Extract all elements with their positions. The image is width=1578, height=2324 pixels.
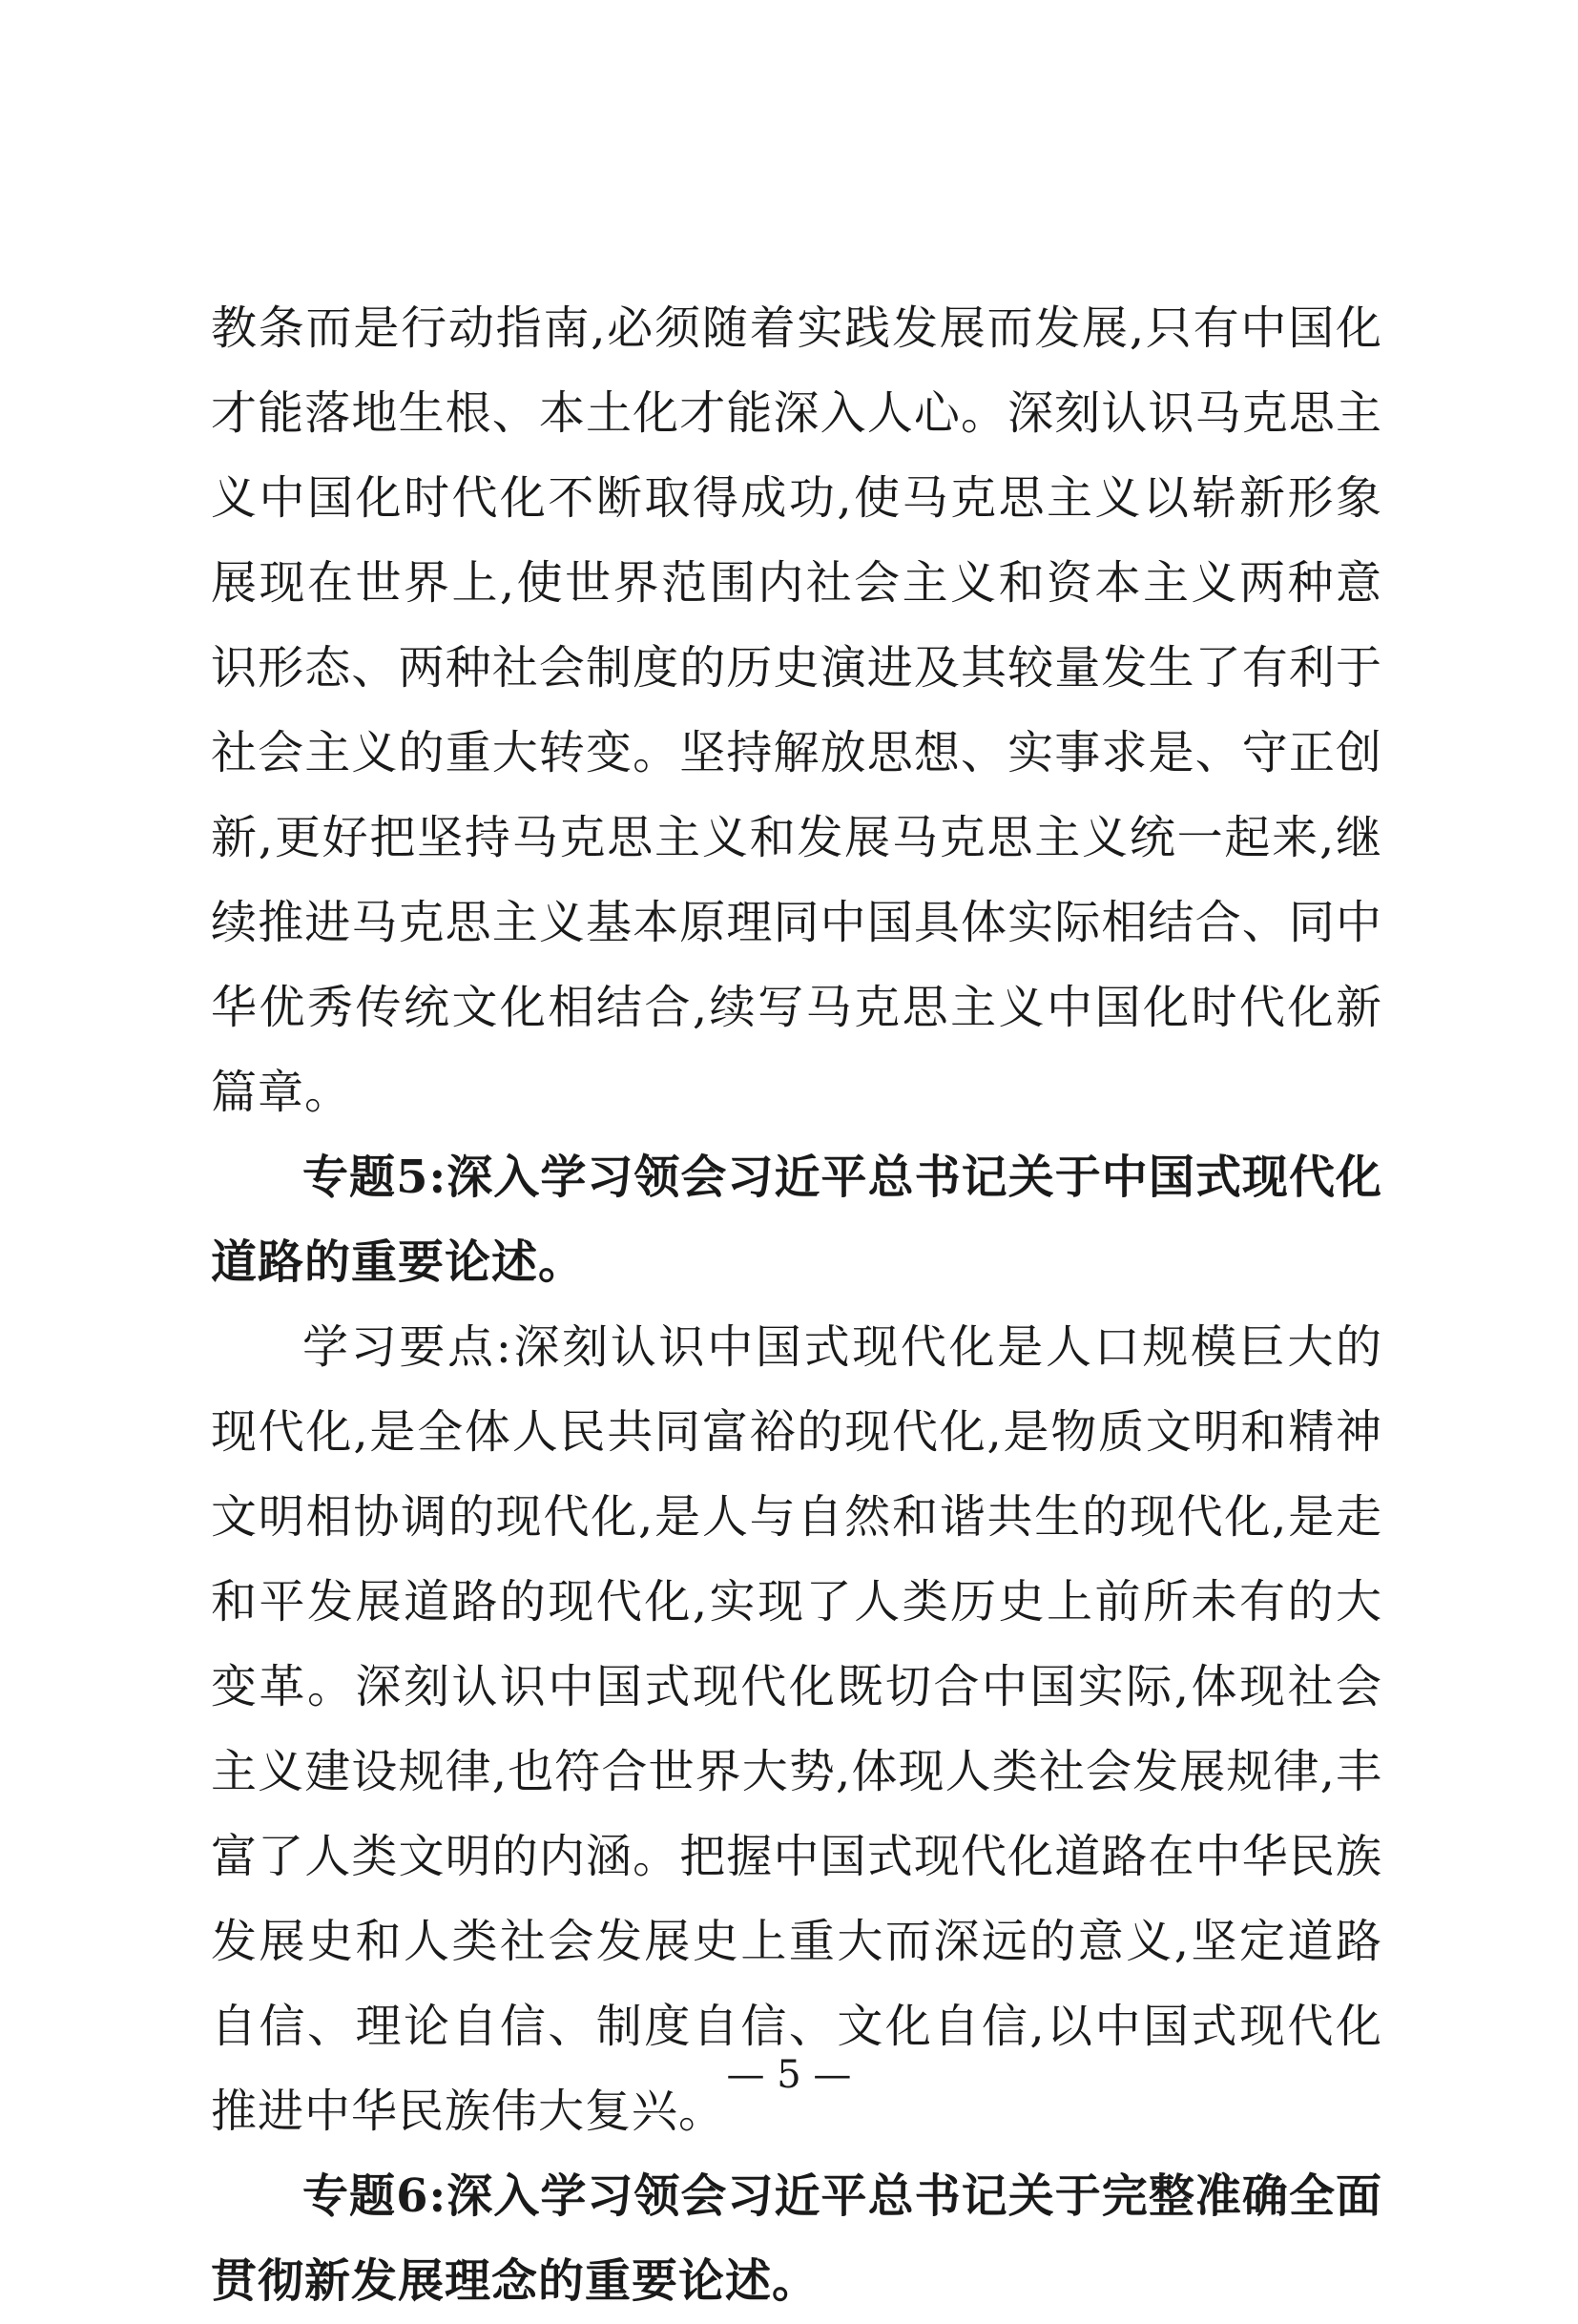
section-heading-5: 专题5:深入学习领会习近平总书记关于中国式现代化道路的重要论述。 bbox=[211, 1151, 1382, 1289]
section-heading-6: 专题6:深入学习领会习近平总书记关于完整准确全面贯彻新发展理念的重要论述。 bbox=[211, 2169, 1382, 2308]
paragraph-continuation: 教条而是行动指南,必须随着实践发展而发展,只有中国化才能落地生根、本土化才能深入人心。深刻认识马克思主义中国化时代化不断取得成功,使马克思主义以崭新形象展现在世界上,使世界范围内社会主义和资本主义两种意识形态、两种社会制度的历史演进及其较量发生了有利于社会主义的重大转变。坚持解放思想、实事求是、守正创新,更好把坚持马克思主义和发展马克思主义统一起来,继续推进马克思主义基本原理同中国具体实际相结合、同中华优秀传统文化相结合,续写马克思主义中国化时代化新篇章。 bbox=[211, 301, 1382, 1119]
document-body bbox=[211, 286, 1382, 2324]
page-number: — 5 — bbox=[726, 2053, 852, 2097]
paragraph-key-points-5: 学习要点:深刻认识中国式现代化是人口规模巨大的现代化,是全体人民共同富裕的现代化,是物质文明和精神文明相协调的现代化,是人与自然和谐共生的现代化,是走和平发展道路的现代化,实现了人类历史上前所未有的大变革。深刻认识中国式现代化既切合中国实际,体现社会主义建设规律,也符合世界大势,体现人类社会发展规律,丰富了人类文明的内涵。把握中国式现代化道路在中华民族发展史和人类社会发展史上重大而深远的意义,坚定道路自信、理论自信、制度自信、文化自信,以中国式现代化推进中华民族伟大复兴。 bbox=[211, 1320, 1382, 2138]
